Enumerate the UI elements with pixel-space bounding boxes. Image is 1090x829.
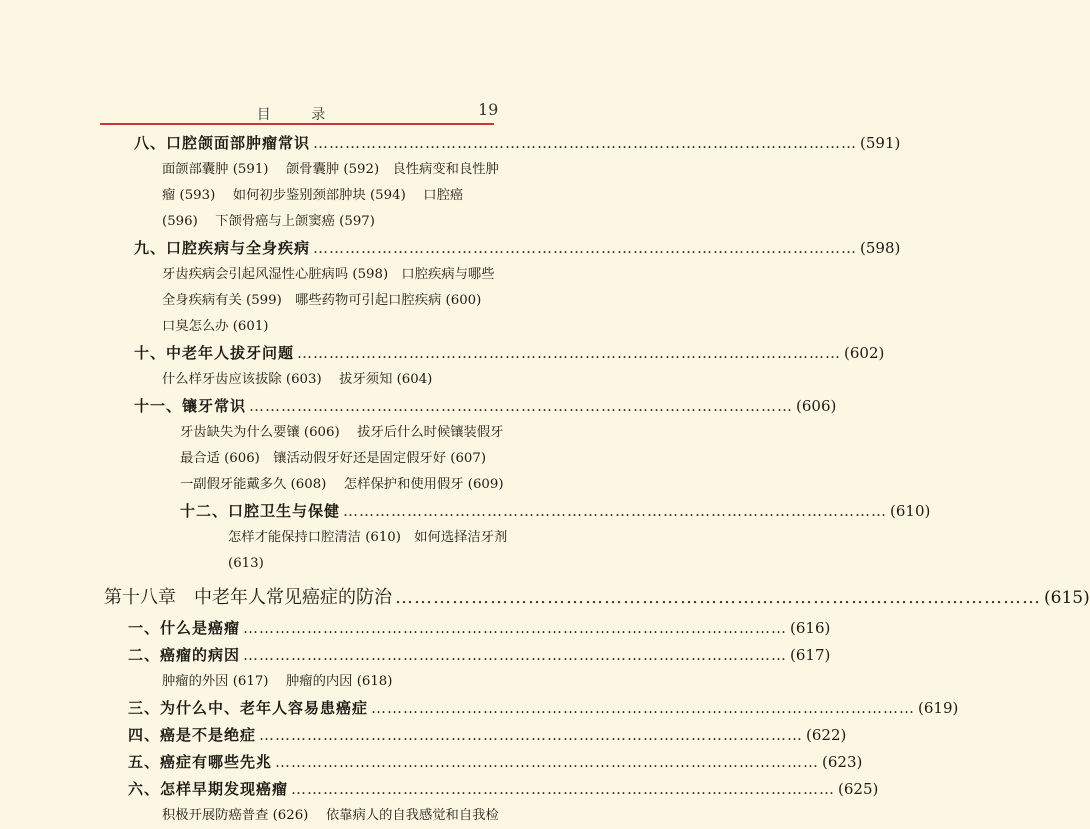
toc-entry-page: (623) xyxy=(822,753,863,771)
toc-chapter-page: (615) xyxy=(1044,588,1090,608)
subentry-line: (613) xyxy=(228,556,264,571)
leader-dots: ………………………………………………………………………………………… xyxy=(313,239,858,257)
subentry-line: 最合适 (606) 镶活动假牙好还是固定假牙好 (607) xyxy=(180,451,487,466)
subentry-line: 怎样才能保持口腔清洁 (610) 如何选择洁牙剂 xyxy=(228,530,508,545)
subentry-line: 口臭怎么办 (601) xyxy=(162,319,269,334)
toc-subentries xyxy=(0,803,600,829)
toc-entry-label: 三、为什么中、老年人容易患癌症 xyxy=(128,699,369,717)
leader-dots: ………………………………………………………………………………………… xyxy=(313,134,858,152)
toc-entry[interactable] xyxy=(0,776,879,803)
leader-dots: ………………………………………………………………………………………… xyxy=(291,780,836,798)
toc-entry[interactable] xyxy=(0,393,837,420)
toc-entry-label: 九、口腔疾病与全身疾病 xyxy=(134,239,311,257)
toc-entry-label: 十一、镶牙常识 xyxy=(134,397,247,415)
toc-entry[interactable] xyxy=(0,498,931,525)
table-of-contents xyxy=(0,130,1090,829)
toc-entry-page: (591) xyxy=(860,134,901,152)
toc-entry-page: (616) xyxy=(790,619,831,637)
toc-entry-label: 十、中老年人拔牙问题 xyxy=(134,344,295,362)
subentry-line: 牙齿缺失为什么要镶 (606) 拔牙后什么时候镶装假牙 xyxy=(180,425,504,440)
toc-entry-label: 八、口腔颌面部肿瘤常识 xyxy=(134,134,311,152)
toc-entry[interactable] xyxy=(0,130,901,157)
subentry-line: 肿瘤的外因 (617) 肿瘤的内因 (618) xyxy=(162,674,393,689)
leader-dots: ………………………………………………………………………………………… xyxy=(395,587,1041,608)
toc-subentries xyxy=(0,157,600,235)
toc-entry-label: 十二、口腔卫生与保健 xyxy=(180,502,341,520)
leader-dots: ………………………………………………………………………………………… xyxy=(243,646,788,664)
toc-chapter-label: 第十八章 中老年人常见癌症的防治 xyxy=(104,587,392,608)
toc-entry-label: 二、癌瘤的病因 xyxy=(128,646,241,664)
subentry-line: 全身疾病有关 (599) 哪些药物可引起口腔疾病 (600) xyxy=(162,293,482,308)
leader-dots: ………………………………………………………………………………………… xyxy=(259,726,804,744)
toc-entry-page: (619) xyxy=(918,699,959,717)
toc-entry[interactable] xyxy=(0,340,885,367)
subentry-line: 瘤 (593) 如何初步鉴别颈部肿块 (594) 口腔癌 xyxy=(162,188,464,203)
leader-dots: ………………………………………………………………………………………… xyxy=(297,344,842,362)
page-number: 19 xyxy=(478,100,499,119)
toc-entry[interactable] xyxy=(0,615,831,642)
subentry-line: 积极开展防癌普查 (626) 依靠病人的自我感觉和自我检 xyxy=(162,808,499,823)
toc-entry-page: (617) xyxy=(790,646,831,664)
toc-subentries xyxy=(0,262,600,340)
leader-dots: ………………………………………………………………………………………… xyxy=(371,699,916,717)
subentry-line: 一副假牙能戴多久 (608) 怎样保护和使用假牙 (609) xyxy=(180,477,504,492)
toc-entry-page: (602) xyxy=(844,344,885,362)
toc-entry-page: (625) xyxy=(838,780,879,798)
leader-dots: ………………………………………………………………………………………… xyxy=(343,502,888,520)
subentry-line: 牙齿疾病会引起风湿性心脏病吗 (598) 口腔疾病与哪些 xyxy=(162,267,495,282)
subentry-line: 什么样牙齿应该拔除 (603) 拔牙须知 (604) xyxy=(162,372,433,387)
leader-dots: ………………………………………………………………………………………… xyxy=(249,397,794,415)
toc-subentries xyxy=(0,367,600,393)
toc-subentries xyxy=(0,420,600,498)
toc-entry-label: 一、什么是癌瘤 xyxy=(128,619,241,637)
toc-entry[interactable] xyxy=(0,642,831,669)
subentry-line: (596) 下颌骨癌与上颌窦癌 (597) xyxy=(162,214,375,229)
toc-subentries xyxy=(0,525,600,577)
leader-dots: ………………………………………………………………………………………… xyxy=(275,753,820,771)
toc-entry[interactable] xyxy=(0,235,901,262)
toc-entry-page: (610) xyxy=(890,502,931,520)
toc-entry[interactable] xyxy=(0,749,863,776)
toc-entry[interactable] xyxy=(0,695,959,722)
toc-chapter[interactable] xyxy=(0,583,1090,613)
toc-entry[interactable] xyxy=(0,722,847,749)
header-rule xyxy=(100,123,494,125)
toc-entry-label: 五、癌症有哪些先兆 xyxy=(128,753,273,771)
subentry-line: 面颌部囊肿 (591) 颌骨囊肿 (592) 良性病变和良性肿 xyxy=(162,162,499,177)
toc-entry-page: (598) xyxy=(860,239,901,257)
toc-entry-label: 六、怎样早期发现癌瘤 xyxy=(128,780,289,798)
toc-entry-page: (606) xyxy=(796,397,837,415)
header-title: 目 录 xyxy=(256,107,344,123)
leader-dots: ………………………………………………………………………………………… xyxy=(243,619,788,637)
toc-entry-page: (622) xyxy=(806,726,847,744)
toc-entry-label: 四、癌是不是绝症 xyxy=(128,726,257,744)
toc-subentries xyxy=(0,669,600,695)
